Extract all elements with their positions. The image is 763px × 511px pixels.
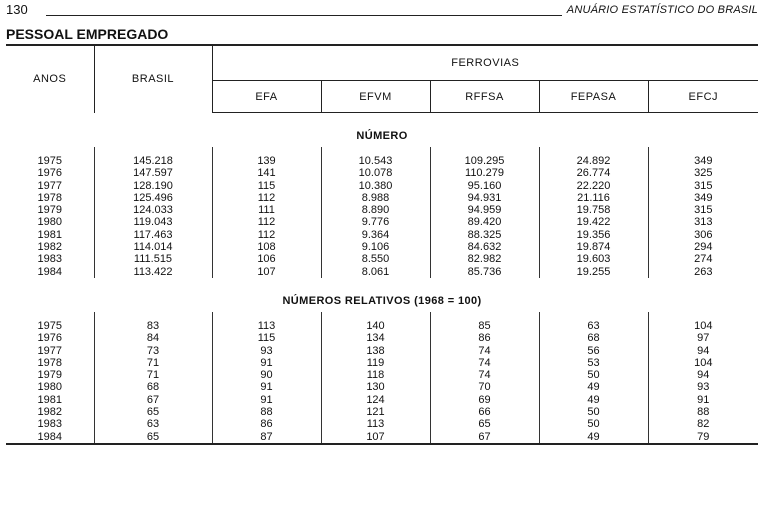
gap-cell — [648, 312, 758, 320]
rffsa-cell: 70 — [430, 381, 539, 393]
efcj-cell: 91 — [697, 393, 710, 406]
gap-cell — [6, 147, 94, 155]
rffsa-cell: 66 — [430, 406, 539, 418]
efcj-cell: 349 — [694, 191, 713, 204]
year-cell: 1983 — [6, 418, 94, 430]
fepasa-cell: 53 — [539, 357, 648, 369]
table-row — [6, 266, 758, 278]
efvm-cell: 138 — [321, 345, 430, 357]
fepasa-cell: 21.116 — [539, 192, 648, 204]
gap-cell — [321, 147, 430, 155]
gap-row — [6, 312, 758, 320]
employee-table — [6, 44, 758, 445]
gap-cell — [539, 147, 648, 155]
rffsa-cell: 88.325 — [430, 229, 539, 241]
fepasa-cell: 19.758 — [539, 204, 648, 216]
page-header — [6, 2, 758, 22]
table-row — [6, 406, 758, 418]
efa-cell: 141 — [212, 167, 321, 179]
rffsa-cell: 89.420 — [430, 216, 539, 228]
section-label-row — [6, 125, 758, 147]
brasil-cell: 124.033 — [94, 204, 212, 216]
fepasa-cell: 49 — [539, 394, 648, 406]
table-row — [6, 229, 758, 241]
year-cell: 1984 — [6, 431, 94, 444]
efvm-cell: 8.890 — [321, 204, 430, 216]
efa-cell: 91 — [212, 381, 321, 393]
efcj-cell: 315 — [694, 179, 713, 192]
fepasa-cell: 49 — [539, 431, 648, 444]
brasil-cell: 67 — [94, 394, 212, 406]
table-row — [6, 241, 758, 253]
efa-cell: 113 — [212, 320, 321, 332]
efa-cell: 112 — [212, 192, 321, 204]
year-cell: 1980 — [6, 381, 94, 393]
brasil-cell: 68 — [94, 381, 212, 393]
efa-cell: 112 — [212, 229, 321, 241]
brasil-cell: 145.218 — [94, 155, 212, 167]
table-row — [6, 192, 758, 204]
rffsa-cell: 94.959 — [430, 204, 539, 216]
gap-row — [6, 147, 758, 155]
fepasa-cell: 56 — [539, 345, 648, 357]
brasil-cell: 65 — [94, 406, 212, 418]
gap-cell — [430, 312, 539, 320]
gap-cell — [94, 147, 212, 155]
rffsa-cell: 109.295 — [430, 155, 539, 167]
efa-cell: 139 — [212, 155, 321, 167]
efa-cell: 115 — [212, 180, 321, 192]
efa-cell: 86 — [212, 418, 321, 430]
table-row — [6, 369, 758, 381]
rffsa-cell: 85.736 — [430, 266, 539, 278]
fepasa-cell: 49 — [539, 381, 648, 393]
efcj-cell: 294 — [694, 241, 713, 254]
gap-cell — [6, 312, 94, 320]
fepasa-cell: 19.874 — [539, 241, 648, 253]
brasil-cell: 84 — [94, 332, 212, 344]
year-cell: 1978 — [6, 357, 94, 369]
efcj-cell: 82 — [697, 418, 710, 431]
rffsa-cell: 85 — [430, 320, 539, 332]
brasil-cell: 63 — [94, 418, 212, 430]
efvm-cell: 9.364 — [321, 229, 430, 241]
brasil-cell: 71 — [94, 357, 212, 369]
year-cell: 1979 — [6, 204, 94, 216]
rffsa-cell: 86 — [430, 332, 539, 344]
efcj-cell: 349 — [694, 155, 713, 167]
efa-cell: 93 — [212, 345, 321, 357]
year-cell: 1975 — [6, 155, 94, 167]
year-cell: 1977 — [6, 345, 94, 357]
table-row — [6, 204, 758, 216]
table-row — [6, 418, 758, 430]
efa-cell: 90 — [212, 369, 321, 381]
table-row — [6, 216, 758, 228]
efa-cell: 91 — [212, 357, 321, 369]
year-cell: 1980 — [6, 216, 94, 228]
efcj-cell: 306 — [694, 228, 713, 241]
year-cell: 1975 — [6, 320, 94, 332]
table-row — [6, 345, 758, 357]
spacer-row — [6, 278, 758, 290]
table-body — [6, 113, 758, 444]
year-cell: 1978 — [6, 192, 94, 204]
header-railway: EFVM — [321, 81, 430, 113]
efcj-cell: 97 — [697, 332, 710, 345]
brasil-cell: 71 — [94, 369, 212, 381]
fepasa-cell: 50 — [539, 418, 648, 430]
rffsa-cell: 67 — [430, 431, 539, 444]
gap-cell — [212, 147, 321, 155]
table-row — [6, 394, 758, 406]
rffsa-cell: 95.160 — [430, 180, 539, 192]
efvm-cell: 118 — [321, 369, 430, 381]
brasil-cell: 113.422 — [94, 266, 212, 278]
efvm-cell: 8.550 — [321, 253, 430, 265]
brasil-cell: 114.014 — [94, 241, 212, 253]
rffsa-cell: 74 — [430, 357, 539, 369]
gap-cell — [94, 312, 212, 320]
fepasa-cell: 24.892 — [539, 155, 648, 167]
header-anos: ANOS — [6, 45, 94, 113]
brasil-cell: 83 — [94, 320, 212, 332]
fepasa-cell: 26.774 — [539, 167, 648, 179]
table-row — [6, 320, 758, 332]
brasil-cell: 119.043 — [94, 216, 212, 228]
table-header — [6, 45, 758, 113]
section-label: NÚMEROS RELATIVOS (1968 = 100) — [282, 294, 482, 307]
efa-cell: 88 — [212, 406, 321, 418]
rffsa-cell: 65 — [430, 418, 539, 430]
efa-cell: 91 — [212, 394, 321, 406]
table-row — [6, 180, 758, 192]
fepasa-cell: 22.220 — [539, 180, 648, 192]
efvm-cell: 130 — [321, 381, 430, 393]
rffsa-cell: 74 — [430, 369, 539, 381]
efcj-cell: 104 — [694, 319, 713, 332]
efa-cell: 108 — [212, 241, 321, 253]
rffsa-cell: 74 — [430, 345, 539, 357]
gap-cell — [430, 147, 539, 155]
brasil-cell: 117.463 — [94, 229, 212, 241]
efcj-cell: 315 — [694, 204, 713, 217]
efcj-cell: 79 — [648, 431, 758, 444]
gap-cell — [648, 147, 758, 155]
efcj-cell: 263 — [694, 265, 713, 278]
rffsa-cell: 110.279 — [430, 167, 539, 179]
header-rule — [46, 15, 562, 16]
efa-cell: 106 — [212, 253, 321, 265]
efcj-cell: 94 — [697, 369, 710, 382]
fepasa-cell: 68 — [539, 332, 648, 344]
brasil-cell: 65 — [94, 431, 212, 444]
year-cell: 1977 — [6, 180, 94, 192]
efvm-cell: 113 — [321, 418, 430, 430]
table-title: PESSOAL EMPREGADO — [6, 26, 169, 42]
running-head: ANUÁRIO ESTATÍSTICO DO BRASIL — [566, 4, 758, 16]
spacer-row — [6, 113, 758, 126]
section-label: NÚMERO — [356, 129, 408, 142]
efvm-cell: 8.061 — [321, 266, 430, 278]
table-row — [6, 431, 758, 444]
efa-cell: 115 — [212, 332, 321, 344]
fepasa-cell: 19.603 — [539, 253, 648, 265]
table-row — [6, 332, 758, 344]
table-row — [6, 253, 758, 265]
year-cell: 1982 — [6, 241, 94, 253]
brasil-cell: 125.496 — [94, 192, 212, 204]
efvm-cell: 140 — [321, 320, 430, 332]
section-label-row — [6, 290, 758, 312]
year-cell: 1979 — [6, 369, 94, 381]
brasil-cell: 111.515 — [94, 253, 212, 265]
header-railway: EFCJ — [648, 81, 758, 113]
year-cell: 1981 — [6, 229, 94, 241]
year-cell: 1983 — [6, 253, 94, 265]
rffsa-cell: 84.632 — [430, 241, 539, 253]
table-row — [6, 155, 758, 167]
header-railway: RFFSA — [430, 81, 539, 113]
efvm-cell: 10.078 — [321, 167, 430, 179]
gap-cell — [321, 312, 430, 320]
efcj-cell: 93 — [697, 381, 710, 394]
efvm-cell: 10.543 — [321, 155, 430, 167]
page-number: 130 — [6, 2, 28, 17]
brasil-cell: 128.190 — [94, 180, 212, 192]
efvm-cell: 9.776 — [321, 216, 430, 228]
efcj-cell: 274 — [694, 253, 713, 266]
header-railway: EFA — [212, 81, 321, 113]
fepasa-cell: 19.255 — [539, 266, 648, 278]
fepasa-cell: 19.356 — [539, 229, 648, 241]
year-cell: 1976 — [6, 332, 94, 344]
efcj-cell: 88 — [697, 406, 710, 419]
fepasa-cell: 50 — [539, 406, 648, 418]
efvm-cell: 119 — [321, 357, 430, 369]
efcj-cell: 104 — [694, 356, 713, 369]
spacer-cell — [6, 278, 758, 290]
efcj-cell: 325 — [694, 167, 713, 180]
gap-cell — [539, 312, 648, 320]
header-ferrovias: FERROVIAS — [212, 45, 758, 81]
efvm-cell: 121 — [321, 406, 430, 418]
fepasa-cell: 63 — [539, 320, 648, 332]
year-cell: 1982 — [6, 406, 94, 418]
efa-cell: 112 — [212, 216, 321, 228]
efvm-cell: 9.106 — [321, 241, 430, 253]
header-brasil: BRASIL — [94, 45, 212, 113]
year-cell: 1984 — [6, 266, 94, 278]
efvm-cell: 134 — [321, 332, 430, 344]
fepasa-cell: 19.422 — [539, 216, 648, 228]
efvm-cell: 8.988 — [321, 192, 430, 204]
spacer-cell — [6, 113, 758, 126]
efa-cell: 111 — [212, 204, 321, 216]
gap-cell — [212, 312, 321, 320]
efcj-cell: 313 — [694, 216, 713, 229]
efvm-cell: 124 — [321, 394, 430, 406]
rffsa-cell: 69 — [430, 394, 539, 406]
year-cell: 1976 — [6, 167, 94, 179]
efa-cell: 107 — [212, 266, 321, 278]
fepasa-cell: 50 — [539, 369, 648, 381]
efa-cell: 87 — [212, 431, 321, 444]
table-row — [6, 167, 758, 179]
efvm-cell: 10.380 — [321, 180, 430, 192]
rffsa-cell: 82.982 — [430, 253, 539, 265]
year-cell: 1981 — [6, 394, 94, 406]
efvm-cell: 107 — [321, 431, 430, 444]
header-railway: FEPASA — [539, 81, 648, 113]
rffsa-cell: 94.931 — [430, 192, 539, 204]
table-row — [6, 357, 758, 369]
table-row — [6, 381, 758, 393]
brasil-cell: 147.597 — [94, 167, 212, 179]
efcj-cell: 94 — [697, 344, 710, 357]
brasil-cell: 73 — [94, 345, 212, 357]
